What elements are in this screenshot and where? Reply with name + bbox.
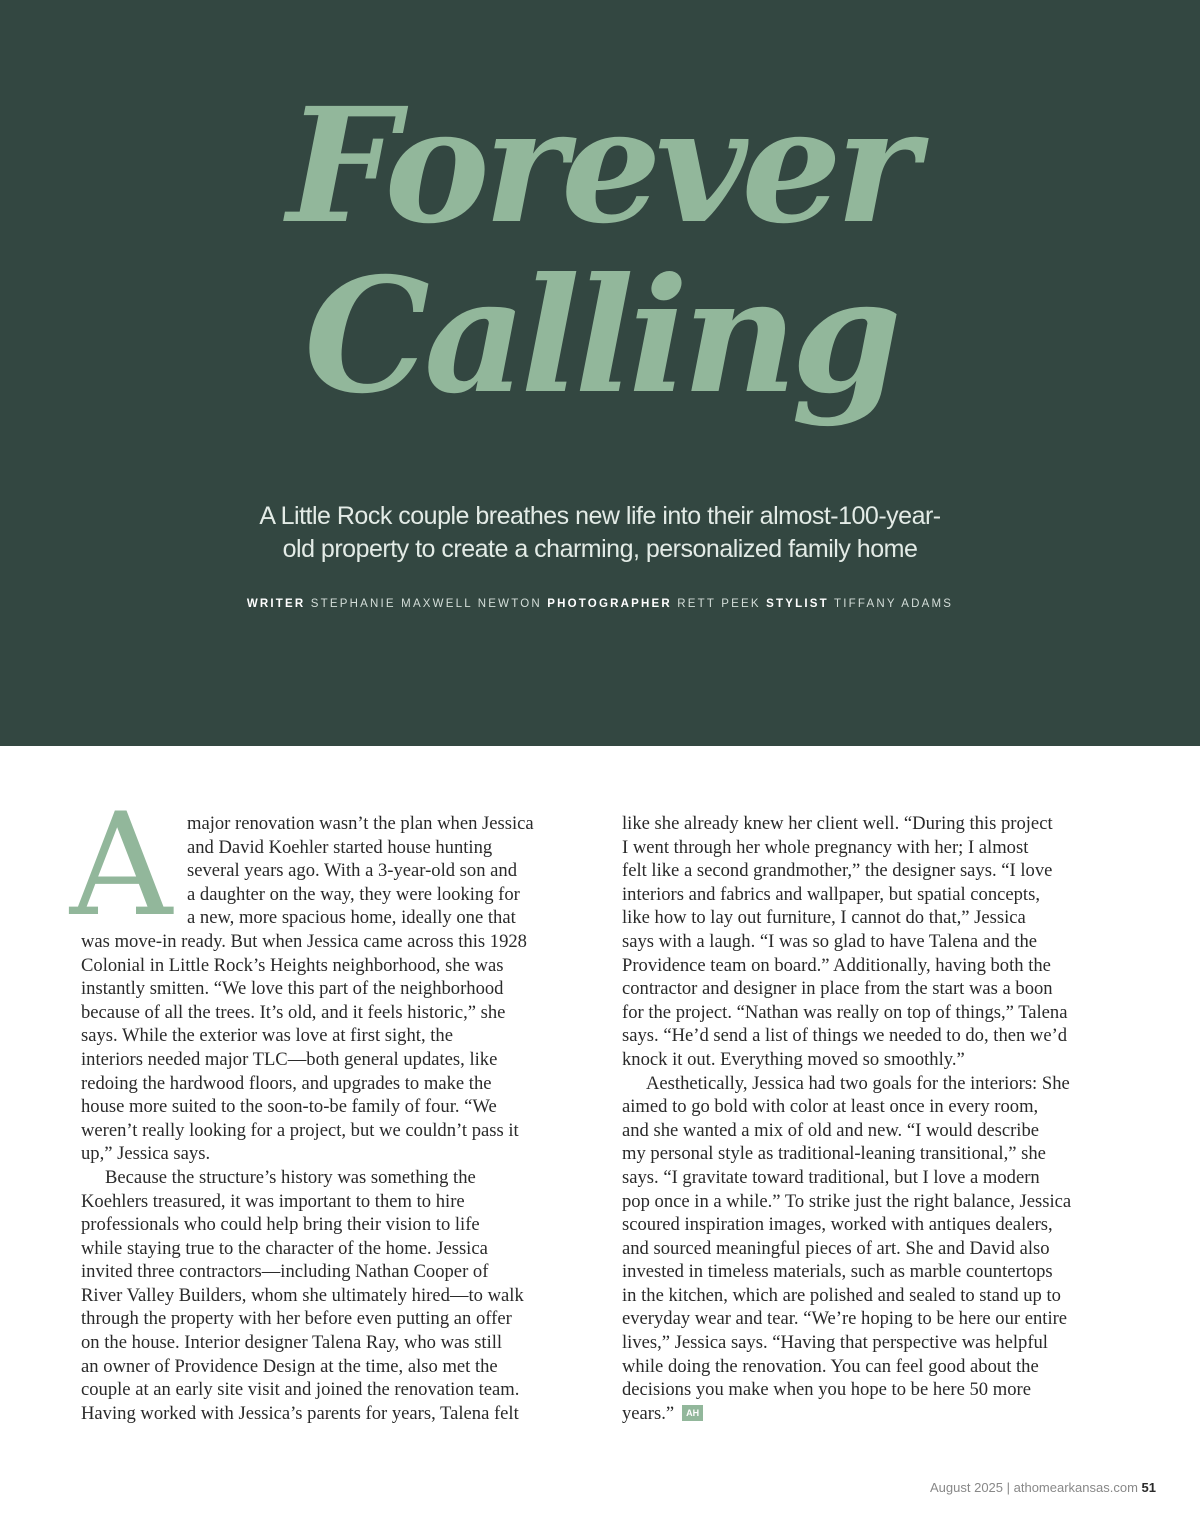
writer-label: WRITER xyxy=(246,598,306,610)
text-line: on the house. Interior designer Talena Ray, who was still xyxy=(81,1332,503,1354)
page-number: 51 xyxy=(1141,1480,1156,1495)
text-line: says. “He’d send a list of things we needed to do, then we’d xyxy=(622,1025,1068,1047)
text-line: Koehlers treasured, it was important to them to hire xyxy=(81,1190,465,1212)
article-column-right xyxy=(622,812,1122,1425)
text-line: and sourced meaningful pieces of art. She and David also xyxy=(622,1237,1050,1259)
text-line: interiors and fabrics and wallpaper, but spatial concepts, xyxy=(622,883,1040,905)
dek-line-1: A Little Rock couple breathes new life into their almost-100-year- xyxy=(259,502,941,530)
hero-banner xyxy=(0,0,1200,746)
photographer-name: RETT PEEK xyxy=(677,598,761,610)
end-mark-badge: AH xyxy=(682,1405,703,1421)
text-line: Aesthetically, Jessica had two goals for the interiors: She xyxy=(646,1072,1070,1094)
text-line: and she wanted a mix of old and new. “I would describe xyxy=(622,1119,1040,1141)
paragraph-2-continued xyxy=(622,812,1122,1072)
article-column-left xyxy=(81,812,581,1425)
text-line: weren’t really looking for a project, but we couldn’t pass it xyxy=(81,1119,519,1141)
photographer-label: PHOTOGRAPHER xyxy=(547,598,672,610)
text-line: through the property with her before even putting an offer xyxy=(81,1308,512,1330)
text-line: my personal style as traditional-leaning transitional,” she xyxy=(622,1143,1046,1165)
text-line: contractor and designer in place from the start was a boon xyxy=(622,978,1053,1000)
writer-name: STEPHANIE MAXWELL NEWTON xyxy=(310,598,542,610)
text-line: several years ago. With a 3-year-old son and xyxy=(187,860,518,882)
text-line: couple at an early site visit and joined the renovation team. xyxy=(81,1379,520,1401)
text-line: because of all the trees. It’s old, and it feels historic,” she xyxy=(81,1001,506,1023)
text-line: says. While the exterior was love at first sight, the xyxy=(81,1025,453,1047)
text-line: like she already knew her client well. “During this project xyxy=(622,813,1053,834)
text-line: and David Koehler started house hunting xyxy=(187,836,493,858)
text-line: was move-in ready. But when Jessica came across this 1928 xyxy=(81,930,527,952)
text-line: Because the structure’s history was something the xyxy=(105,1166,476,1188)
headline-line-1: Forever xyxy=(286,74,914,259)
headline-line-2: Calling xyxy=(304,244,896,429)
text-line: redoing the hardwood floors, and upgrades to make the xyxy=(81,1072,492,1094)
text-line: a new, more spacious home, ideally one that xyxy=(187,907,516,929)
last-line-text: years.” xyxy=(622,1402,675,1424)
paragraph-1 xyxy=(81,812,581,1166)
text-line: professionals who could help bring their vision to life xyxy=(81,1214,480,1236)
text-line: instantly smitten. “We love this part of the neighborhood xyxy=(81,978,504,1000)
text-line: an owner of Providence Design at the time, also met the xyxy=(81,1355,498,1377)
text-line: Having worked with Jessica’s parents for years, Talena felt xyxy=(81,1402,519,1424)
text-line: aimed to go bold with color at least once in every room, xyxy=(622,1096,1039,1118)
drop-cap: A xyxy=(69,783,173,948)
text-line-last xyxy=(622,1402,1122,1426)
text-line: River Valley Builders, whom she ultimately hired—to walk xyxy=(81,1284,524,1306)
text-line: scoured inspiration images, worked with antiques dealers, xyxy=(622,1214,1053,1236)
text-line: knock it out. Everything moved so smoothly.” xyxy=(622,1048,965,1070)
dek xyxy=(200,500,1000,566)
paragraph-2 xyxy=(81,1166,581,1426)
text-line: decisions you make when you hope to be here 50 more xyxy=(622,1379,1031,1401)
text-line: says. “I gravitate toward traditional, but I love a modern xyxy=(622,1166,1040,1188)
text-line: house more suited to the soon-to-be family of four. “We xyxy=(81,1096,497,1118)
credits-line xyxy=(0,598,1200,610)
text-line: Providence team on board.” Additionally, having both the xyxy=(622,954,1051,976)
text-line: everyday wear and tear. “We’re hoping to be here our entire xyxy=(622,1308,1068,1330)
text-line: felt like a second grandmother,” the designer says. “I love xyxy=(622,860,1053,882)
text-line: invested in timeless materials, such as marble countertops xyxy=(622,1261,1053,1283)
text-line: up,” Jessica says. xyxy=(81,1143,211,1165)
text-line: invited three contractors—including Nathan Cooper of xyxy=(81,1261,489,1283)
text-line: a daughter on the way, they were looking for xyxy=(187,883,520,905)
dek-line-2: old property to create a charming, personalized family home xyxy=(282,535,918,563)
text-line: lives,” Jessica says. “Having that perspective was helpful xyxy=(622,1332,1048,1354)
text-line: like how to lay out furniture, I cannot do that,” Jessica xyxy=(622,907,1026,929)
page-footer xyxy=(930,1480,1156,1495)
text-line: pop once in a while.” To strike just the right balance, Jessica xyxy=(622,1190,1072,1212)
footer-issue: August 2025 | athomearkansas.com xyxy=(930,1480,1138,1495)
text-line: Colonial in Little Rock’s Heights neighborhood, she was xyxy=(81,954,504,976)
text-line: I went through her whole pregnancy with her; I almost xyxy=(622,836,1029,858)
text-line: major renovation wasn’t the plan when Jessica xyxy=(187,813,534,834)
text-line: while doing the renovation. You can feel good about the xyxy=(622,1355,1039,1377)
text-line: interiors needed major TLC—both general updates, like xyxy=(81,1048,498,1070)
stylist-label: STYLIST xyxy=(766,598,829,610)
text-line: for the project. “Nathan was really on top of things,” Talena xyxy=(622,1001,1068,1023)
text-line: says with a laugh. “I was so glad to have Talena and the xyxy=(622,930,1038,952)
paragraph-3 xyxy=(622,1072,1122,1426)
stylist-name: TIFFANY ADAMS xyxy=(834,598,954,610)
text-line: in the kitchen, which are polished and sealed to stand up to xyxy=(622,1284,1061,1306)
text-line: while staying true to the character of the home. Jessica xyxy=(81,1237,488,1259)
